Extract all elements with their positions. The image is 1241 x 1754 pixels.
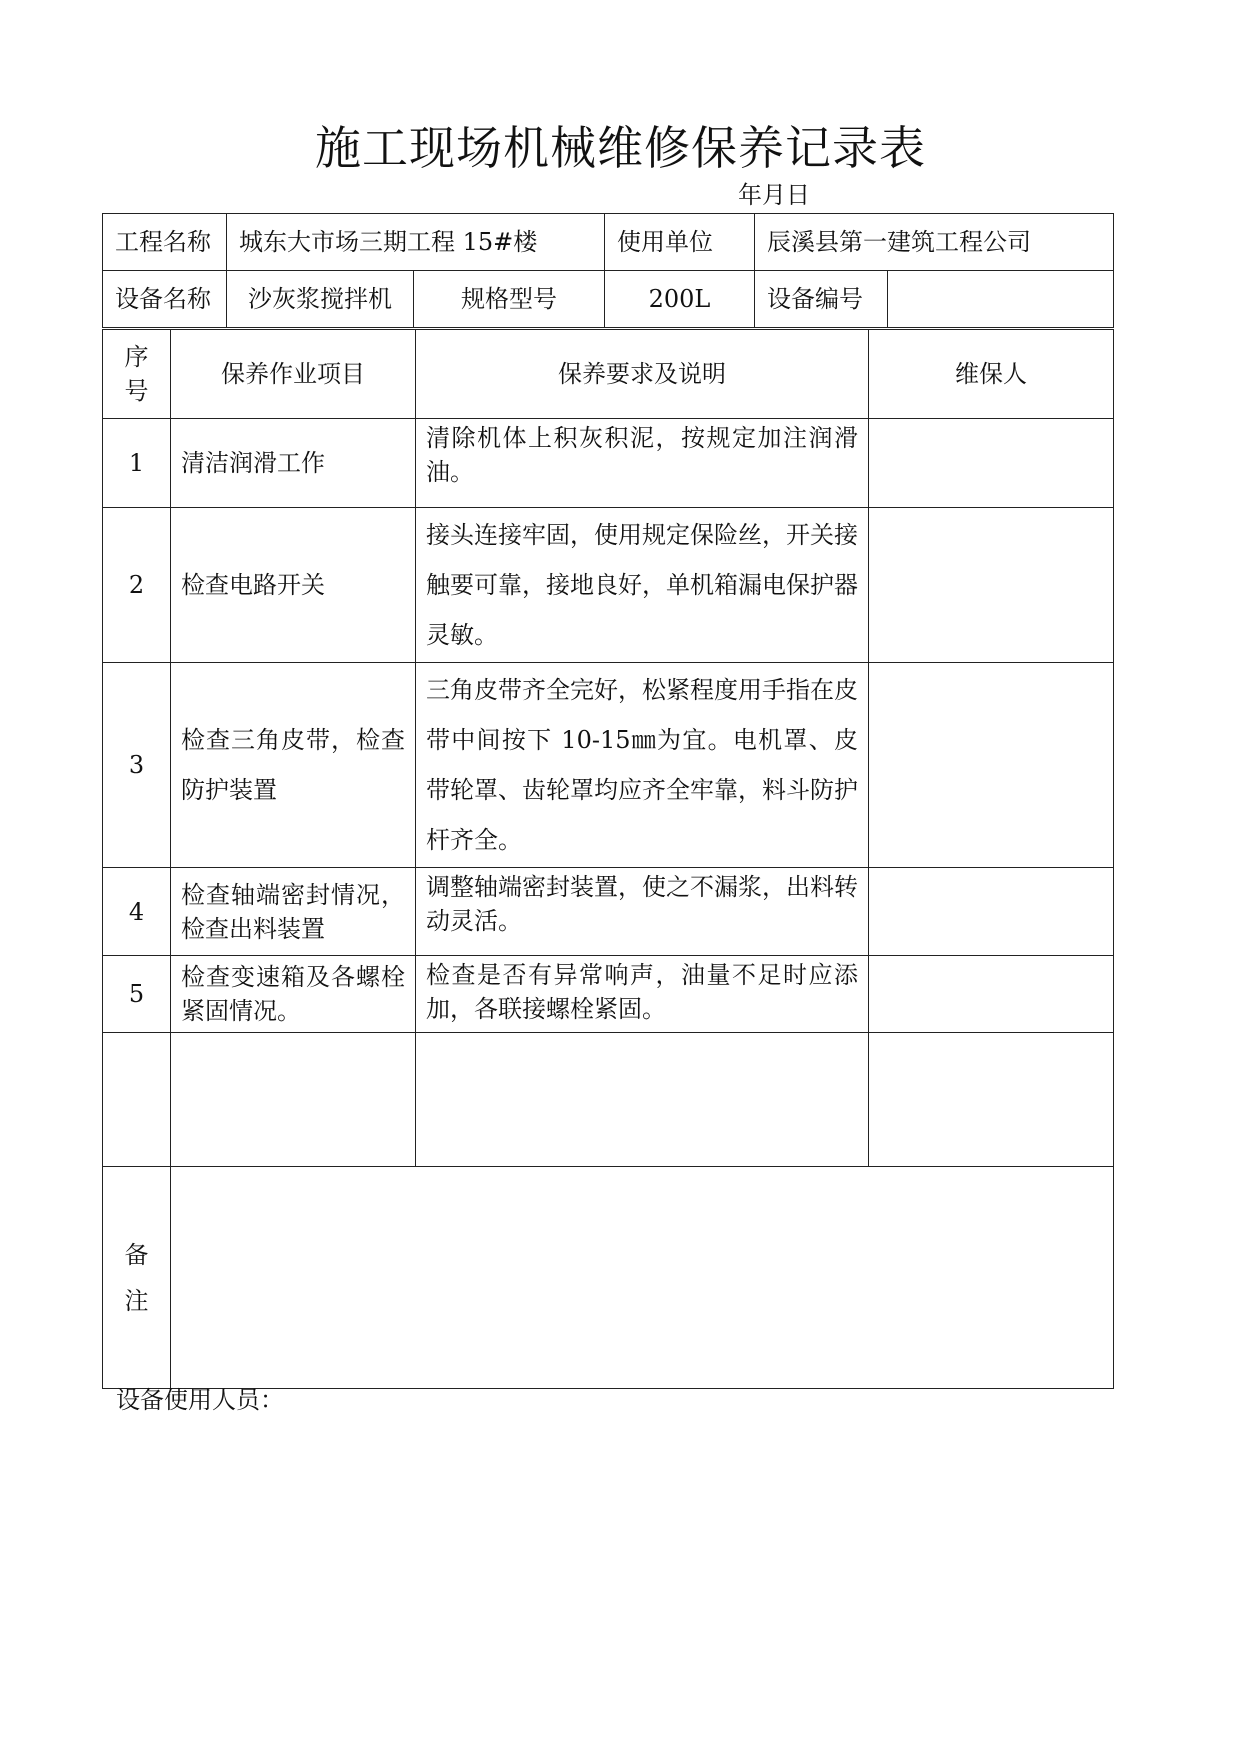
row-item: 清洁润滑工作 bbox=[171, 419, 416, 508]
unit-value: 辰溪县第一建筑工程公司 bbox=[755, 214, 1114, 271]
empty-cell bbox=[103, 1033, 171, 1167]
column-header-item: 保养作业项目 bbox=[171, 330, 416, 419]
project-label: 工程名称 bbox=[103, 214, 227, 271]
row-item: 检查变速箱及各螺栓紧固情况。 bbox=[171, 956, 416, 1033]
footer-equipment-users: 设备使用人员： bbox=[116, 1386, 284, 1414]
row-item: 检查电路开关 bbox=[171, 508, 416, 663]
info-row-project bbox=[103, 214, 1114, 271]
project-value: 城东大市场三期工程 15#楼 bbox=[227, 214, 605, 271]
table-row bbox=[103, 868, 1114, 956]
row-seq: 2 bbox=[103, 508, 171, 663]
table-row bbox=[103, 419, 1114, 508]
row-seq: 1 bbox=[103, 419, 171, 508]
empty-row bbox=[103, 1033, 1114, 1167]
remarks-row bbox=[103, 1167, 1114, 1389]
row-person bbox=[869, 663, 1114, 868]
table-row bbox=[103, 956, 1114, 1033]
row-desc: 三角皮带齐全完好，松紧程度用手指在皮带中间按下 10-15㎜为宜。电机罩、皮带轮罩、齿轮罩均应齐全牢靠，料斗防护杆齐全。 bbox=[416, 663, 869, 868]
model-label: 规格型号 bbox=[414, 271, 605, 328]
row-seq: 4 bbox=[103, 868, 171, 956]
row-seq: 5 bbox=[103, 956, 171, 1033]
column-header-row bbox=[103, 330, 1114, 419]
table-row bbox=[103, 508, 1114, 663]
row-person bbox=[869, 868, 1114, 956]
row-item: 检查轴端密封情况，检查出料装置 bbox=[171, 868, 416, 956]
row-desc: 清除机体上积灰积泥，按规定加注润滑油。 bbox=[416, 419, 869, 508]
row-desc: 调整轴端密封装置，使之不漏浆，出料转动灵活。 bbox=[416, 868, 869, 956]
table-row bbox=[103, 663, 1114, 868]
remarks-label: 备 注 bbox=[103, 1167, 171, 1389]
info-row-equipment bbox=[103, 271, 1114, 328]
equipment-value: 沙灰浆搅拌机 bbox=[227, 271, 414, 328]
code-label: 设备编号 bbox=[755, 271, 888, 328]
row-desc: 检查是否有异常响声，油量不足时应添加，各联接螺栓紧固。 bbox=[416, 956, 869, 1033]
model-value: 200L bbox=[605, 271, 755, 328]
remarks-content bbox=[171, 1167, 1114, 1389]
code-value bbox=[888, 271, 1114, 328]
info-table bbox=[102, 213, 1114, 328]
date-label: 年月日 bbox=[738, 181, 810, 209]
row-person bbox=[869, 419, 1114, 508]
empty-cell bbox=[171, 1033, 416, 1167]
row-desc: 接头连接牢固，使用规定保险丝，开关接触要可靠，接地良好，单机箱漏电保护器灵敏。 bbox=[416, 508, 869, 663]
column-header-person: 维保人 bbox=[869, 330, 1114, 419]
equipment-label: 设备名称 bbox=[103, 271, 227, 328]
row-seq: 3 bbox=[103, 663, 171, 868]
maintenance-table bbox=[102, 329, 1114, 1389]
unit-label: 使用单位 bbox=[605, 214, 755, 271]
column-header-seq: 序 号 bbox=[103, 330, 171, 419]
empty-cell bbox=[416, 1033, 869, 1167]
empty-cell bbox=[869, 1033, 1114, 1167]
row-person bbox=[869, 508, 1114, 663]
page-title: 施工现场机械维修保养记录表 bbox=[315, 121, 926, 175]
row-person bbox=[869, 956, 1114, 1033]
row-item: 检查三角皮带，检查防护装置 bbox=[171, 663, 416, 868]
column-header-desc: 保养要求及说明 bbox=[416, 330, 869, 419]
